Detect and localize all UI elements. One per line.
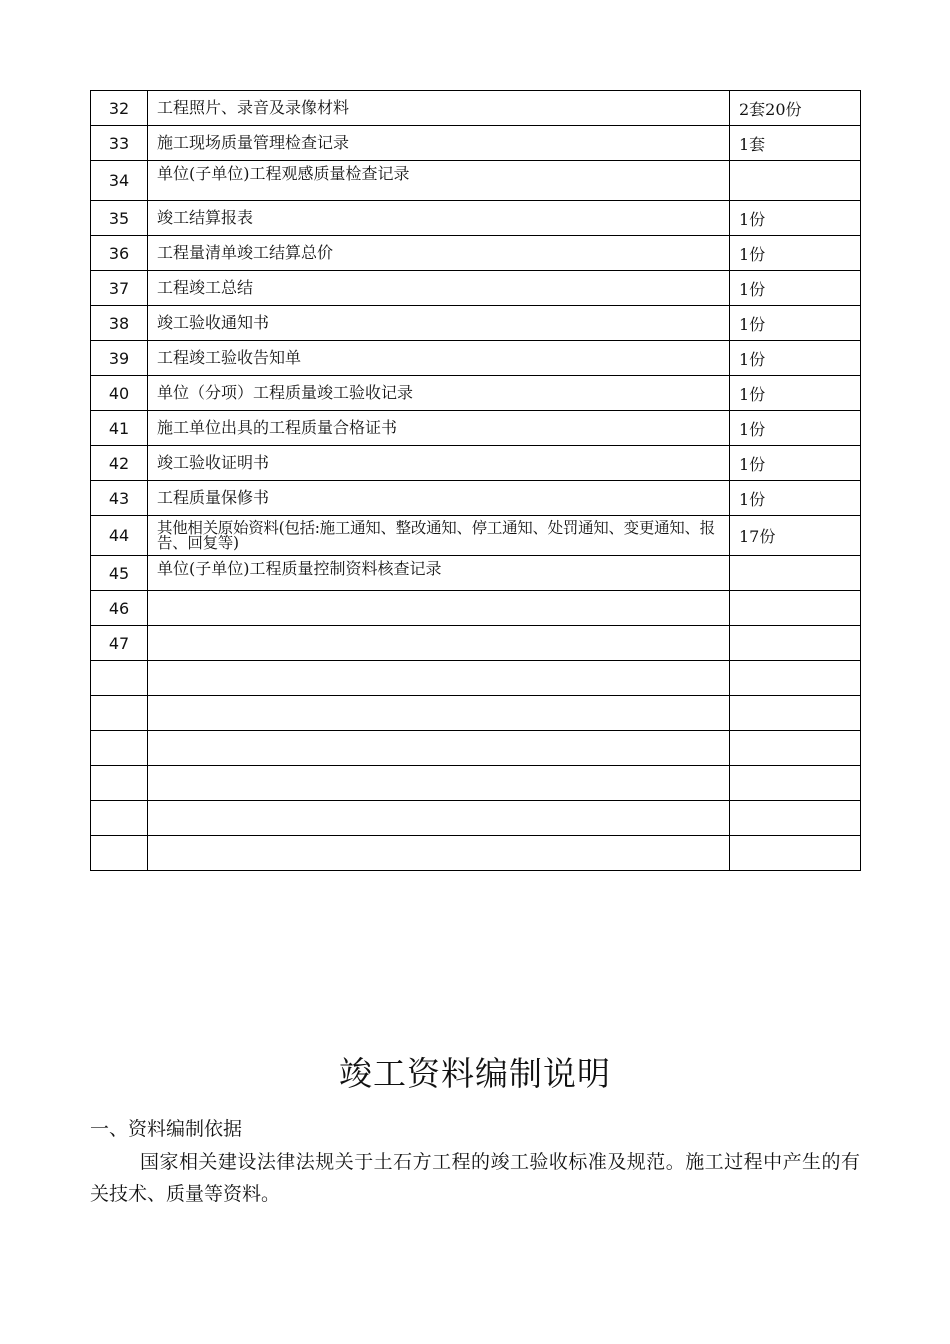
row-number [91, 801, 148, 836]
document-quantity: 1份 [730, 376, 861, 411]
table-row [91, 411, 861, 446]
document-quantity [730, 161, 861, 201]
document-quantity: 1份 [730, 201, 861, 236]
table-row [91, 556, 861, 591]
table-row [91, 271, 861, 306]
document-quantity [730, 626, 861, 661]
document-quantity [730, 661, 861, 696]
row-number [91, 836, 148, 871]
row-number: 37 [91, 271, 148, 306]
document-quantity: 2套20份 [730, 91, 861, 126]
document-quantity [730, 731, 861, 766]
row-number: 34 [91, 161, 148, 201]
table-row [91, 766, 861, 801]
document-name: 施工现场质量管理检查记录 [148, 126, 730, 161]
row-number [91, 696, 148, 731]
document-name: 竣工结算报表 [148, 201, 730, 236]
row-number [91, 731, 148, 766]
document-quantity [730, 801, 861, 836]
row-number: 46 [91, 591, 148, 626]
document-title: 竣工资料编制说明 [339, 1054, 611, 1093]
document-quantity: 1套 [730, 126, 861, 161]
document-name: 竣工验收证明书 [148, 446, 730, 481]
document-quantity [730, 696, 861, 731]
table-row [91, 446, 861, 481]
table-row [91, 306, 861, 341]
document-quantity [730, 556, 861, 591]
document-name: 工程照片、录音及录像材料 [148, 91, 730, 126]
document-name: 工程竣工验收告知单 [148, 341, 730, 376]
row-number: 41 [91, 411, 148, 446]
document-name [148, 836, 730, 871]
table-row [91, 481, 861, 516]
document-name [148, 696, 730, 731]
document-quantity: 1份 [730, 446, 861, 481]
document-name [148, 801, 730, 836]
row-number [91, 766, 148, 801]
row-number: 39 [91, 341, 148, 376]
section-paragraph: 国家相关建设法律法规关于土石方工程的竣工验收标准及规范。施工过程中产生的有关技术、质量等资料。 [90, 1151, 860, 1205]
table-row [91, 626, 861, 661]
document-name: 工程竣工总结 [148, 271, 730, 306]
table-row [91, 376, 861, 411]
table-row [91, 91, 861, 126]
document-name [148, 731, 730, 766]
row-number: 35 [91, 201, 148, 236]
table-row [91, 161, 861, 201]
document-name: 施工单位出具的工程质量合格证书 [148, 411, 730, 446]
row-number [91, 661, 148, 696]
table-row [91, 661, 861, 696]
document-name: 单位(子单位)工程观感质量检查记录 [148, 161, 730, 201]
document-quantity [730, 836, 861, 871]
table-row [91, 591, 861, 626]
table-row [91, 126, 861, 161]
document-quantity [730, 591, 861, 626]
document-name: 竣工验收通知书 [148, 306, 730, 341]
row-number: 33 [91, 126, 148, 161]
table-row [91, 201, 861, 236]
row-number: 44 [91, 516, 148, 556]
document-quantity: 1份 [730, 236, 861, 271]
row-number: 47 [91, 626, 148, 661]
row-number: 38 [91, 306, 148, 341]
table-row [91, 696, 861, 731]
row-number: 40 [91, 376, 148, 411]
document-name: 单位（分项）工程质量竣工验收记录 [148, 376, 730, 411]
document-name [148, 766, 730, 801]
section-heading: 一、资料编制依据 [90, 1118, 243, 1140]
row-number: 45 [91, 556, 148, 591]
archive-index-table [90, 90, 861, 871]
table-row [91, 341, 861, 376]
document-quantity: 1份 [730, 481, 861, 516]
document-name [148, 591, 730, 626]
row-number: 32 [91, 91, 148, 126]
document-quantity: 1份 [730, 306, 861, 341]
document-name [148, 661, 730, 696]
document-quantity: 1份 [730, 271, 861, 306]
document-quantity [730, 766, 861, 801]
document-name: 单位(子单位)工程质量控制资料核查记录 [148, 556, 730, 591]
document-name: 工程量清单竣工结算总价 [148, 236, 730, 271]
document-quantity: 17份 [730, 516, 861, 556]
row-number: 43 [91, 481, 148, 516]
table-row [91, 836, 861, 871]
table-row [91, 236, 861, 271]
document-name: 其他相关原始资料(包括:施工通知、整改通知、停工通知、处罚通知、变更通知、报告、回复等) [148, 516, 730, 556]
document-quantity: 1份 [730, 411, 861, 446]
row-number: 36 [91, 236, 148, 271]
document-name [148, 626, 730, 661]
table-row [91, 731, 861, 766]
row-number: 42 [91, 446, 148, 481]
document-name: 工程质量保修书 [148, 481, 730, 516]
table-row [91, 516, 861, 556]
document-quantity: 1份 [730, 341, 861, 376]
table-row [91, 801, 861, 836]
